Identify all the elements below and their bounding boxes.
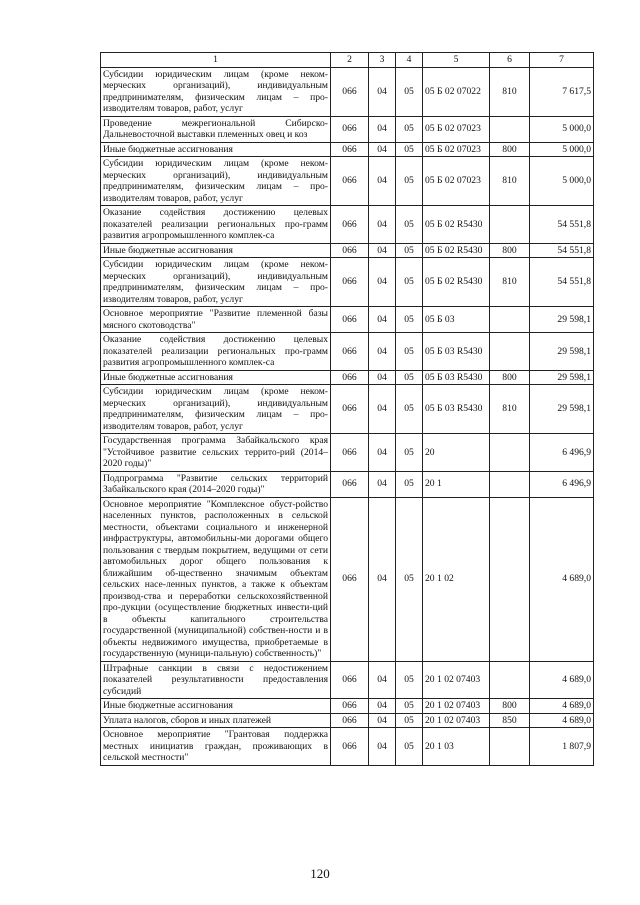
code-expense-type-cell: 810 <box>490 385 530 434</box>
row-name-cell: Субсидии юридическим лицам (кроме неком-мерческих организаций), индивидуальным предпринимателям, физическим лицам – про-изводителям товаров, работ, услуг <box>101 258 331 307</box>
code-subsection-cell: 05 <box>396 661 423 699</box>
code-subsection-cell: 05 <box>396 370 423 385</box>
code-subsection-cell: 05 <box>396 497 423 661</box>
amount-cell: 29 598,1 <box>530 333 594 371</box>
code-section-cell: 04 <box>369 67 396 116</box>
row-name-cell: Иные бюджетные ассигнования <box>101 243 331 258</box>
code-section-cell: 04 <box>369 307 396 333</box>
code-section-cell: 04 <box>369 116 396 142</box>
code-subsection-cell: 05 <box>396 728 423 766</box>
amount-cell: 54 551,8 <box>530 258 594 307</box>
row-name-cell: Подпрограмма "Развитие сельских территорий Забайкальского края (2014–2020 годы)" <box>101 471 331 497</box>
code-expense-type-cell: 850 <box>490 713 530 728</box>
table-row <box>101 67 594 116</box>
code-target-cell: 05 Б 02 07023 <box>423 142 490 157</box>
row-name-cell: Государственная программа Забайкальского края "Устойчивое развитие сельских террито-рий (2014–2020 годы)" <box>101 434 331 472</box>
amount-cell: 4 689,0 <box>530 497 594 661</box>
code-subsection-cell: 05 <box>396 307 423 333</box>
page-number: 120 <box>310 866 330 881</box>
amount-cell: 29 598,1 <box>530 370 594 385</box>
code-expense-type-cell <box>490 471 530 497</box>
amount-cell: 54 551,8 <box>530 243 594 258</box>
code-section-cell: 04 <box>369 728 396 766</box>
code-section-cell: 04 <box>369 713 396 728</box>
row-name-cell: Проведение межрегиональной Сибирско-Дальневосточной выставки племенных овец и коз <box>101 116 331 142</box>
code-expense-type-cell <box>490 728 530 766</box>
table-row <box>101 497 594 661</box>
amount-cell: 29 598,1 <box>530 385 594 434</box>
code-admin-cell: 066 <box>331 333 369 371</box>
code-target-cell: 05 Б 03 <box>423 307 490 333</box>
header-cell: 4 <box>396 53 423 68</box>
code-expense-type-cell: 800 <box>490 370 530 385</box>
code-subsection-cell: 05 <box>396 116 423 142</box>
header-cell: 2 <box>331 53 369 68</box>
code-target-cell: 05 Б 02 R5430 <box>423 243 490 258</box>
table-row <box>101 307 594 333</box>
code-section-cell: 04 <box>369 142 396 157</box>
code-expense-type-cell <box>490 307 530 333</box>
code-target-cell: 20 1 02 07403 <box>423 713 490 728</box>
code-subsection-cell: 05 <box>396 699 423 714</box>
amount-cell: 7 617,5 <box>530 67 594 116</box>
code-section-cell: 04 <box>369 157 396 206</box>
code-target-cell: 20 1 03 <box>423 728 490 766</box>
code-subsection-cell: 05 <box>396 258 423 307</box>
code-subsection-cell: 05 <box>396 385 423 434</box>
code-target-cell: 05 Б 03 R5430 <box>423 333 490 371</box>
table-row <box>101 713 594 728</box>
code-admin-cell: 066 <box>331 206 369 244</box>
table-row <box>101 258 594 307</box>
table-row <box>101 116 594 142</box>
code-section-cell: 04 <box>369 471 396 497</box>
budget-table <box>100 52 594 766</box>
code-admin-cell: 066 <box>331 434 369 472</box>
amount-cell: 54 551,8 <box>530 206 594 244</box>
code-section-cell: 04 <box>369 370 396 385</box>
header-cell: 1 <box>101 53 331 68</box>
header-cell: 7 <box>530 53 594 68</box>
header-row <box>101 53 594 68</box>
amount-cell: 6 496,9 <box>530 434 594 472</box>
code-subsection-cell: 05 <box>396 471 423 497</box>
code-admin-cell: 066 <box>331 142 369 157</box>
code-subsection-cell: 05 <box>396 333 423 371</box>
amount-cell: 6 496,9 <box>530 471 594 497</box>
row-name-cell: Иные бюджетные ассигнования <box>101 142 331 157</box>
header-cell: 5 <box>423 53 490 68</box>
code-admin-cell: 066 <box>331 713 369 728</box>
code-subsection-cell: 05 <box>396 157 423 206</box>
code-expense-type-cell <box>490 206 530 244</box>
code-target-cell: 20 1 <box>423 471 490 497</box>
code-admin-cell: 066 <box>331 67 369 116</box>
row-name-cell: Иные бюджетные ассигнования <box>101 699 331 714</box>
table-row <box>101 206 594 244</box>
amount-cell: 5 000,0 <box>530 142 594 157</box>
code-section-cell: 04 <box>369 243 396 258</box>
amount-cell: 4 689,0 <box>530 713 594 728</box>
code-admin-cell: 066 <box>331 370 369 385</box>
table-row <box>101 471 594 497</box>
code-section-cell: 04 <box>369 434 396 472</box>
code-admin-cell: 066 <box>331 157 369 206</box>
code-section-cell: 04 <box>369 333 396 371</box>
table-row <box>101 333 594 371</box>
code-admin-cell: 066 <box>331 497 369 661</box>
amount-cell: 5 000,0 <box>530 116 594 142</box>
header-cell: 3 <box>369 53 396 68</box>
code-expense-type-cell <box>490 333 530 371</box>
amount-cell: 29 598,1 <box>530 307 594 333</box>
code-target-cell: 05 Б 03 R5430 <box>423 370 490 385</box>
code-target-cell: 05 Б 03 R5430 <box>423 385 490 434</box>
code-admin-cell: 066 <box>331 699 369 714</box>
code-subsection-cell: 05 <box>396 142 423 157</box>
budget-table-body <box>101 53 594 766</box>
code-section-cell: 04 <box>369 206 396 244</box>
row-name-cell: Оказание содействия достижению целевых показателей реализации региональных про-грамм развития агропромышленного комплек-са <box>101 206 331 244</box>
code-section-cell: 04 <box>369 258 396 307</box>
amount-cell: 4 689,0 <box>530 699 594 714</box>
code-subsection-cell: 05 <box>396 434 423 472</box>
code-admin-cell: 066 <box>331 243 369 258</box>
row-name-cell: Оказание содействия достижению целевых показателей реализации региональных про-грамм развития агропромышленного комплек-са <box>101 333 331 371</box>
row-name-cell: Основное мероприятие "Комплексное обуст-ройство населенных пунктов, расположенных в сельской местности, объектами социального и инженерной инфраструктуры, автомобильны-ми дорогами общего пользования с твердым покрытием, ведущими от сети автомобильных дорог общего пользования к ближайшим об-щественно значимым объектам сельских насе-ленных пунктов, а также к объектам производ-ства и переработки сельскохозяйственной про-дукции (осуществление бюджетных инвести-ций в объекты капитального строительства государственной (муниципальной) собствен-ности и в объекты недвижимого имущества, приобретаемые в государственную (муници-пальную) собственность)" <box>101 497 331 661</box>
row-name-cell: Субсидии юридическим лицам (кроме неком-мерческих организаций), индивидуальным предпринимателям, физическим лицам – про-изводителям товаров, работ, услуг <box>101 67 331 116</box>
amount-cell: 1 807,9 <box>530 728 594 766</box>
code-admin-cell: 066 <box>331 661 369 699</box>
code-expense-type-cell <box>490 497 530 661</box>
code-target-cell: 05 Б 02 R5430 <box>423 258 490 307</box>
code-expense-type-cell: 800 <box>490 699 530 714</box>
table-row <box>101 434 594 472</box>
code-subsection-cell: 05 <box>396 67 423 116</box>
code-target-cell: 05 Б 02 07023 <box>423 157 490 206</box>
code-admin-cell: 066 <box>331 471 369 497</box>
code-subsection-cell: 05 <box>396 713 423 728</box>
table-row <box>101 370 594 385</box>
row-name-cell: Основное мероприятие "Развитие племенной базы мясного скотоводства" <box>101 307 331 333</box>
code-target-cell: 05 Б 02 07022 <box>423 67 490 116</box>
code-admin-cell: 066 <box>331 258 369 307</box>
table-row <box>101 728 594 766</box>
code-admin-cell: 066 <box>331 385 369 434</box>
code-admin-cell: 066 <box>331 116 369 142</box>
code-target-cell: 20 1 02 07403 <box>423 661 490 699</box>
code-expense-type-cell <box>490 661 530 699</box>
header-cell: 6 <box>490 53 530 68</box>
code-target-cell: 20 <box>423 434 490 472</box>
code-section-cell: 04 <box>369 699 396 714</box>
code-section-cell: 04 <box>369 497 396 661</box>
row-name-cell: Основное мероприятие "Грантовая поддержка местных инициатив граждан, проживающих в сельской местности" <box>101 728 331 766</box>
table-row <box>101 385 594 434</box>
code-expense-type-cell: 810 <box>490 67 530 116</box>
code-subsection-cell: 05 <box>396 243 423 258</box>
code-admin-cell: 066 <box>331 307 369 333</box>
table-row <box>101 699 594 714</box>
row-name-cell: Субсидии юридическим лицам (кроме неком-мерческих организаций), индивидуальным предпринимателям, физическим лицам – про-изводителям товаров, работ, услуг <box>101 385 331 434</box>
code-target-cell: 20 1 02 07403 <box>423 699 490 714</box>
code-expense-type-cell: 800 <box>490 142 530 157</box>
table-row <box>101 142 594 157</box>
row-name-cell: Субсидии юридическим лицам (кроме неком-мерческих организаций), индивидуальным предпринимателям, физическим лицам – про-изводителям товаров, работ, услуг <box>101 157 331 206</box>
code-admin-cell: 066 <box>331 728 369 766</box>
code-section-cell: 04 <box>369 385 396 434</box>
row-name-cell: Штрафные санкции в связи с недостижением показателей результативности предоставления субсидий <box>101 661 331 699</box>
code-expense-type-cell: 810 <box>490 157 530 206</box>
amount-cell: 4 689,0 <box>530 661 594 699</box>
row-name-cell: Уплата налогов, сборов и иных платежей <box>101 713 331 728</box>
code-target-cell: 05 Б 02 07023 <box>423 116 490 142</box>
code-expense-type-cell: 800 <box>490 243 530 258</box>
table-row <box>101 661 594 699</box>
code-expense-type-cell <box>490 434 530 472</box>
table-row <box>101 243 594 258</box>
code-expense-type-cell <box>490 116 530 142</box>
code-expense-type-cell: 810 <box>490 258 530 307</box>
code-subsection-cell: 05 <box>396 206 423 244</box>
code-section-cell: 04 <box>369 661 396 699</box>
code-target-cell: 20 1 02 <box>423 497 490 661</box>
row-name-cell: Иные бюджетные ассигнования <box>101 370 331 385</box>
amount-cell: 5 000,0 <box>530 157 594 206</box>
table-row <box>101 157 594 206</box>
code-target-cell: 05 Б 02 R5430 <box>423 206 490 244</box>
